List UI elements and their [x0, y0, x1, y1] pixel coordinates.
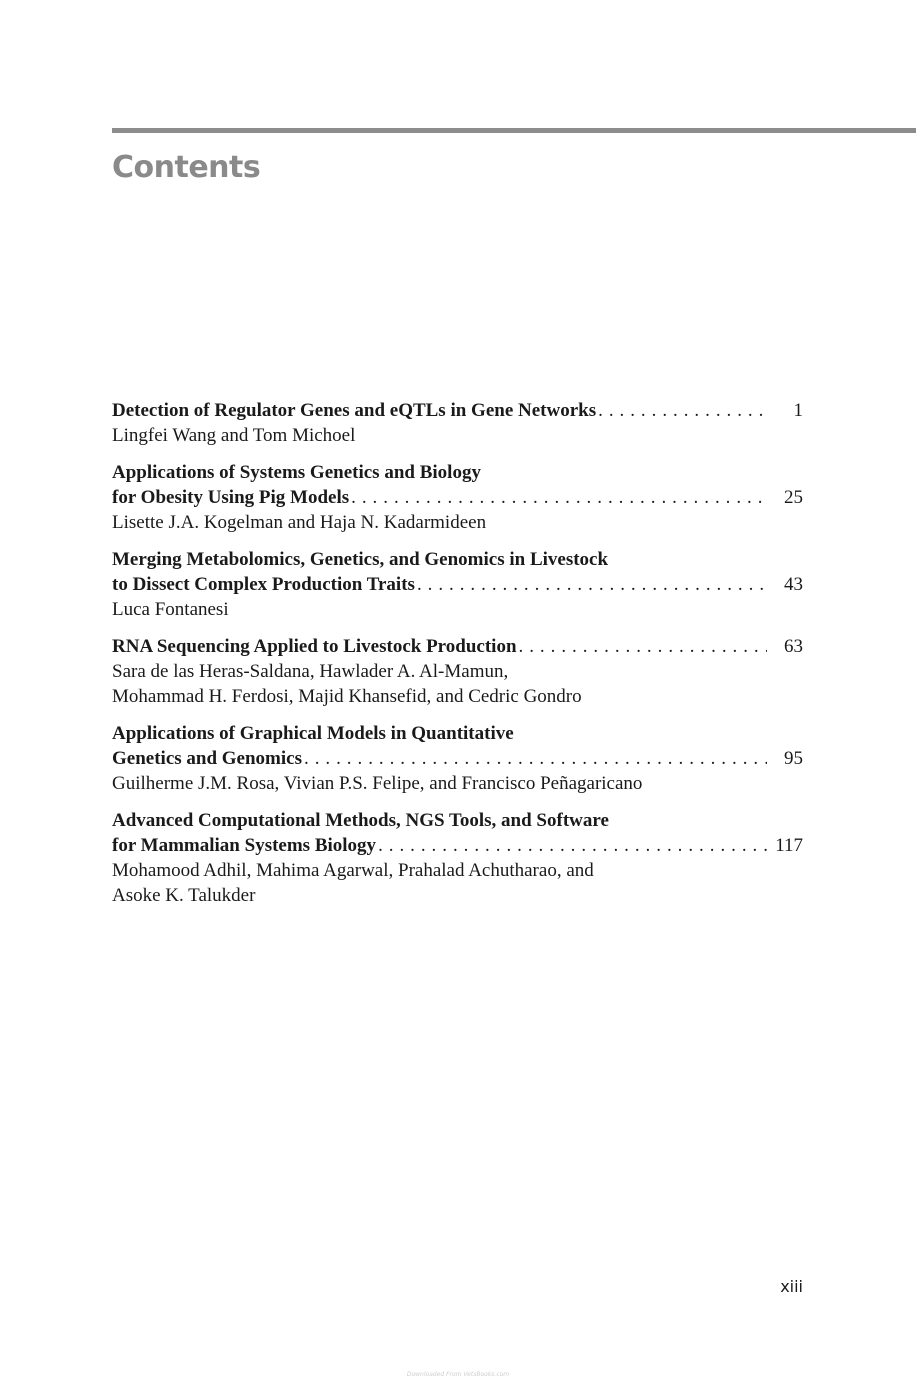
toc-entry-authors: Guilherme J.M. Rosa, Vivian P.S. Felipe, and Francisco Peñagaricano: [112, 773, 643, 794]
toc-entry-title-row: [112, 572, 803, 597]
toc-entry-authors: Lingfei Wang and Tom Michoel: [112, 425, 356, 446]
dot-leader: [598, 398, 767, 423]
table-of-contents: [112, 398, 803, 920]
toc-entry-title-line: Applications of Graphical Models in Quantitative: [112, 723, 514, 744]
page-number: xiii: [780, 1277, 803, 1296]
toc-entry[interactable]: [112, 634, 803, 709]
dot-leader: [417, 572, 767, 597]
toc-entry-title-line: Merging Metabolomics, Genetics, and Genomics in Livestock: [112, 549, 609, 570]
toc-entry-title: RNA Sequencing Applied to Livestock Production: [112, 636, 517, 657]
toc-entry-page-number: 117: [775, 835, 803, 856]
dot-leader: [351, 485, 767, 510]
toc-entry-title: Genetics and Genomics: [112, 748, 302, 769]
toc-entry-authors: Mohamood Adhil, Mahima Agarwal, Prahalad Achutharao, and: [112, 860, 594, 881]
toc-entry-title: for Mammalian Systems Biology: [112, 835, 377, 856]
toc-entry-title: for Obesity Using Pig Models: [112, 487, 350, 508]
toc-entry[interactable]: [112, 721, 803, 796]
toc-entry-authors: Mohammad H. Ferdosi, Majid Khansefid, and Cedric Gondro: [112, 686, 582, 707]
dot-leader: [378, 833, 767, 858]
footer-watermark: Downloaded From VetsBooks.com: [406, 1371, 510, 1378]
toc-entry-authors: Sara de las Heras-Saldana, Hawlader A. Al-Mamun,: [112, 661, 509, 682]
toc-entry[interactable]: [112, 547, 803, 622]
toc-entry[interactable]: [112, 460, 803, 535]
toc-entry-title-line: Applications of Systems Genetics and Biology: [112, 462, 481, 483]
toc-entry-title: to Dissect Complex Production Traits: [112, 574, 415, 595]
toc-entry-title: Detection of Regulator Genes and eQTLs in Gene Networks: [112, 400, 597, 421]
page-title: Contents: [112, 150, 261, 185]
toc-entry-authors: Asoke K. Talukder: [112, 885, 256, 906]
toc-entry-title-row: [112, 398, 803, 423]
toc-entry-authors: Lisette J.A. Kogelman and Haja N. Kadarmideen: [112, 512, 487, 533]
toc-entry-page-number: 95: [784, 748, 803, 769]
toc-entry-authors: Luca Fontanesi: [112, 599, 229, 620]
toc-entry-page-number: 25: [784, 487, 803, 508]
top-rule: [112, 128, 916, 133]
toc-entry[interactable]: [112, 398, 803, 448]
toc-entry-title-row: [112, 746, 803, 771]
toc-entry-page-number: 43: [784, 574, 803, 595]
toc-entry-title-row: [112, 833, 803, 858]
dot-leader: [304, 746, 767, 771]
toc-entry-page-number: 1: [793, 400, 803, 421]
toc-entry-title-row: [112, 485, 803, 510]
toc-entry-title-line: Advanced Computational Methods, NGS Tools, and Software: [112, 810, 609, 831]
dot-leader: [519, 634, 767, 659]
toc-entry[interactable]: [112, 808, 803, 908]
toc-entry-title-row: [112, 634, 803, 659]
toc-entry-page-number: 63: [784, 636, 803, 657]
